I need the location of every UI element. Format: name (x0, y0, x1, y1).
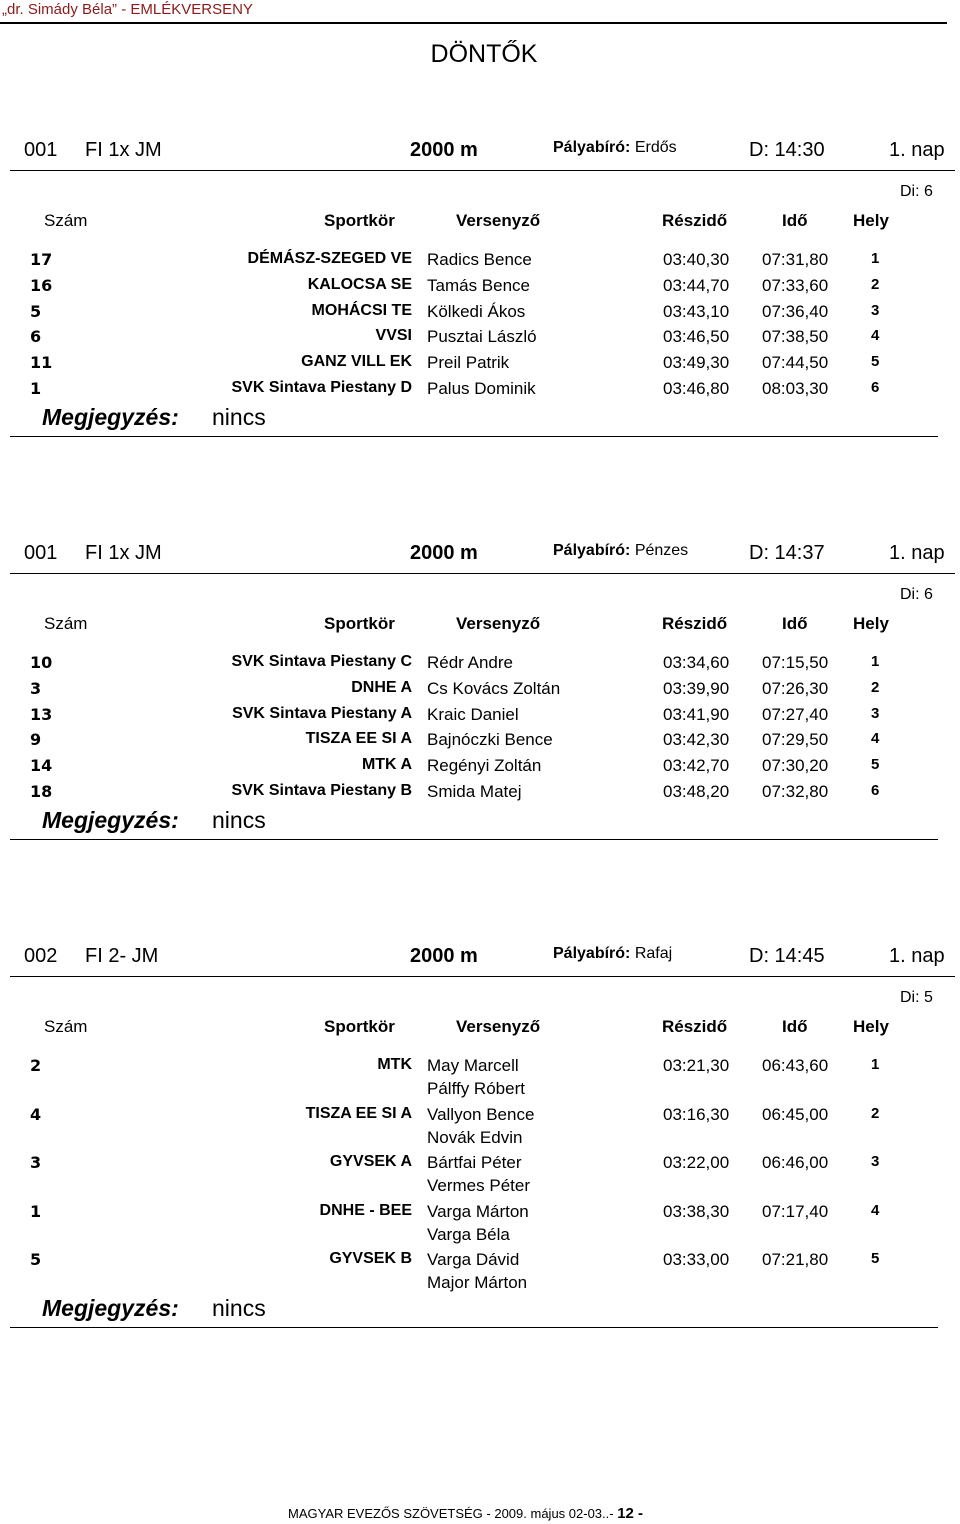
competitor-name: Kölkedi Ákos (427, 301, 526, 321)
umpire-label: Pályabíró: (553, 139, 631, 156)
competitor-name: Bajnóczki Bence (427, 730, 553, 750)
place: 3 (871, 301, 880, 319)
bow-number: 11 (30, 353, 53, 373)
start-time: D: 14:30 (749, 139, 825, 161)
race-note (0, 404, 960, 434)
umpire (553, 945, 672, 963)
boat-class: FI 2- JM (85, 945, 159, 967)
place: 1 (871, 1056, 880, 1073)
umpire (553, 139, 677, 157)
col-ido: Idő (782, 614, 808, 633)
place: 4 (871, 1201, 880, 1219)
split-time: 03:21,30 (663, 1056, 730, 1075)
umpire-name: Erdős (634, 139, 677, 156)
split-time: 03:38,30 (663, 1201, 730, 1221)
split-time: 03:40,30 (663, 250, 730, 269)
club-name: KALOCSA SE (307, 275, 412, 293)
race-distance: 2000 m (410, 945, 478, 967)
place: 5 (871, 1250, 880, 1267)
club-name: GYVSEK A (329, 1153, 412, 1170)
umpire-label: Pályabíró: (553, 542, 631, 559)
competitor-name: Varga Béla (427, 1224, 510, 1244)
club-name: TISZA EE SI A (305, 1104, 412, 1122)
split-time: 03:49,30 (663, 353, 730, 373)
final-time: 07:17,40 (762, 1201, 829, 1221)
col-hely: Hely (853, 211, 889, 230)
race-day: 1. nap (889, 139, 945, 161)
place: 4 (871, 730, 880, 748)
split-time: 03:34,60 (663, 653, 730, 672)
place: 2 (871, 1104, 880, 1122)
club-name: TISZA EE SI A (305, 730, 412, 748)
note-label: Megjegyzés: (42, 1294, 179, 1321)
bow-number: 17 (30, 250, 53, 269)
race-note (0, 807, 960, 837)
col-hely: Hely (853, 614, 889, 633)
col-szam: Szám (44, 614, 88, 633)
final-time: 07:29,50 (762, 730, 829, 750)
split-time: 03:39,90 (663, 678, 730, 698)
place: 3 (871, 1153, 880, 1170)
place: 1 (871, 250, 880, 267)
club-name: MTK (377, 1056, 412, 1073)
split-time: 03:48,20 (663, 782, 730, 801)
club-name: DNHE - BEE (319, 1201, 412, 1219)
document-header (0, 0, 947, 24)
competitor-name: Radics Bence (427, 250, 532, 269)
note-divider (10, 436, 938, 437)
col-reszido: Részidő (662, 614, 728, 633)
col-versenyzo: Versenyző (456, 614, 541, 633)
competitor-name: Palus Dominik (427, 379, 536, 398)
club-name: SVK Sintava Piestany D (231, 379, 412, 396)
race-day: 1. nap (889, 945, 945, 967)
bow-number: 5 (30, 301, 42, 321)
note-value: nincs (212, 806, 266, 833)
race-header (0, 139, 960, 163)
note-divider (10, 1327, 938, 1328)
boat-class: FI 1x JM (85, 542, 162, 564)
di-count: Di: 6 (900, 586, 933, 603)
note-label: Megjegyzés: (42, 403, 179, 430)
di-count: Di: 6 (900, 183, 933, 200)
umpire-label: Pályabíró: (553, 945, 631, 962)
note-label: Megjegyzés: (42, 806, 179, 833)
final-time: 07:32,80 (762, 782, 829, 801)
race-divider (10, 573, 955, 574)
bow-number: 2 (30, 1056, 42, 1075)
col-szam: Szám (44, 1017, 88, 1036)
race-divider (10, 976, 955, 977)
competitor-name: May Marcell (427, 1056, 519, 1075)
final-time: 07:30,20 (762, 756, 829, 776)
club-name: MOHÁCSI TE (311, 301, 412, 319)
race-header (0, 945, 960, 969)
place: 2 (871, 678, 880, 696)
competitor-name: Pálffy Róbert (427, 1079, 525, 1098)
competitor-name: Bártfai Péter (427, 1153, 522, 1172)
umpire-name: Pénzes (634, 542, 689, 559)
competitor-name: Preil Patrik (427, 353, 510, 373)
bow-number: 9 (30, 730, 42, 750)
club-name: SVK Sintava Piestany C (231, 653, 412, 670)
column-headers (0, 211, 960, 233)
di-count: Di: 5 (900, 989, 933, 1006)
split-time: 03:41,90 (663, 704, 730, 724)
competitor-name: Major Márton (427, 1273, 528, 1292)
footer-text: MAGYAR EVEZŐS SZÖVETSÉG - 2009. május 02-03..- (288, 1506, 618, 1521)
final-time: 07:44,50 (762, 353, 829, 373)
race-number: 001 (24, 542, 58, 564)
race-number: 002 (24, 945, 58, 967)
competitor-name: Pusztai László (427, 327, 537, 347)
club-name: SVK Sintava Piestany A (232, 704, 412, 722)
competitor-name: Smida Matej (427, 782, 522, 801)
race-header (0, 542, 960, 566)
bow-number: 1 (30, 379, 42, 398)
place: 4 (871, 327, 880, 345)
footer-suffix: - (633, 1505, 644, 1522)
club-name: DNHE A (351, 678, 412, 696)
col-reszido: Részidő (662, 211, 728, 230)
bow-number: 10 (30, 653, 53, 672)
place: 5 (871, 756, 880, 774)
place: 6 (871, 379, 880, 396)
boat-class: FI 1x JM (85, 139, 162, 161)
start-time: D: 14:37 (749, 542, 825, 564)
bow-number: 3 (30, 678, 42, 698)
place: 6 (871, 782, 880, 799)
club-name: DÉMÁSZ-SZEGED VE (247, 250, 412, 267)
split-time: 03:46,80 (663, 379, 730, 398)
split-time: 03:33,00 (663, 1250, 730, 1269)
race-distance: 2000 m (410, 139, 478, 161)
final-time: 06:46,00 (762, 1153, 829, 1172)
bow-number: 16 (30, 275, 53, 295)
competitor-name: Novák Edvin (427, 1127, 523, 1147)
split-time: 03:42,30 (663, 730, 730, 750)
race-divider (10, 170, 955, 171)
split-time: 03:43,10 (663, 301, 730, 321)
final-time: 06:45,00 (762, 1104, 829, 1124)
col-sportkor: Sportkör (324, 1017, 395, 1036)
split-time: 03:16,30 (663, 1104, 730, 1124)
col-sportkor: Sportkör (324, 614, 395, 633)
competitor-name: Vallyon Bence (427, 1104, 535, 1124)
competitor-name: Varga Dávid (427, 1250, 520, 1269)
final-time: 07:26,30 (762, 678, 829, 698)
bow-number: 4 (30, 1104, 42, 1124)
race-block (0, 136, 960, 456)
col-szam: Szám (44, 211, 88, 230)
bow-number: 6 (30, 327, 42, 347)
umpire-name: Rafaj (634, 945, 673, 962)
club-name: GYVSEK B (329, 1250, 412, 1267)
col-versenyzo: Versenyző (456, 211, 541, 230)
final-time: 08:03,30 (762, 379, 829, 398)
competitor-name: Vermes Péter (427, 1176, 530, 1195)
club-name: VVSI (375, 327, 412, 345)
final-time: 07:27,40 (762, 704, 829, 724)
final-time: 07:21,80 (762, 1250, 829, 1269)
col-sportkor: Sportkör (324, 211, 395, 230)
bow-number: 5 (30, 1250, 42, 1269)
bow-number: 1 (30, 1201, 42, 1221)
page-number: 12 (617, 1505, 634, 1522)
race-distance: 2000 m (410, 542, 478, 564)
final-time: 06:43,60 (762, 1056, 829, 1075)
final-time: 07:36,40 (762, 301, 829, 321)
page-title: DÖNTŐK (430, 40, 538, 68)
start-time: D: 14:45 (749, 945, 825, 967)
column-headers (0, 614, 960, 636)
header-title: „dr. Simády Béla” - EMLÉKVERSENY (2, 1, 253, 18)
race-block (0, 539, 960, 859)
note-divider (10, 839, 938, 840)
split-time: 03:44,70 (663, 275, 730, 295)
club-name: MTK A (361, 756, 412, 774)
race-note (0, 1295, 960, 1325)
bow-number: 13 (30, 704, 53, 724)
note-value: nincs (212, 403, 266, 430)
bow-number: 3 (30, 1153, 42, 1172)
note-value: nincs (212, 1294, 266, 1321)
competitor-name: Tamás Bence (427, 275, 530, 295)
competitor-name: Cs Kovács Zoltán (427, 678, 561, 698)
col-ido: Idő (782, 1017, 808, 1036)
place: 1 (871, 653, 880, 670)
split-time: 03:22,00 (663, 1153, 730, 1172)
competitor-name: Varga Márton (427, 1201, 529, 1221)
competitor-name: Kraic Daniel (427, 704, 519, 724)
umpire (553, 542, 688, 560)
col-versenyzo: Versenyző (456, 1017, 541, 1036)
final-time: 07:15,50 (762, 653, 829, 672)
club-name: GANZ VILL EK (301, 353, 412, 371)
split-time: 03:42,70 (663, 756, 730, 776)
col-reszido: Részidő (662, 1017, 728, 1036)
competitor-name: Rédr Andre (427, 653, 513, 672)
race-block (0, 942, 960, 1321)
club-name: SVK Sintava Piestany B (231, 782, 412, 799)
final-time: 07:33,60 (762, 275, 829, 295)
bow-number: 18 (30, 782, 53, 801)
bow-number: 14 (30, 756, 53, 776)
place: 2 (871, 275, 880, 293)
col-hely: Hely (853, 1017, 889, 1036)
final-time: 07:31,80 (762, 250, 829, 269)
place: 3 (871, 704, 880, 722)
col-ido: Idő (782, 211, 808, 230)
split-time: 03:46,50 (663, 327, 730, 347)
race-day: 1. nap (889, 542, 945, 564)
place: 5 (871, 353, 880, 371)
column-headers (0, 1017, 960, 1039)
final-time: 07:38,50 (762, 327, 829, 347)
race-number: 001 (24, 139, 58, 161)
competitor-name: Regényi Zoltán (427, 756, 542, 776)
page-footer (288, 1505, 643, 1522)
